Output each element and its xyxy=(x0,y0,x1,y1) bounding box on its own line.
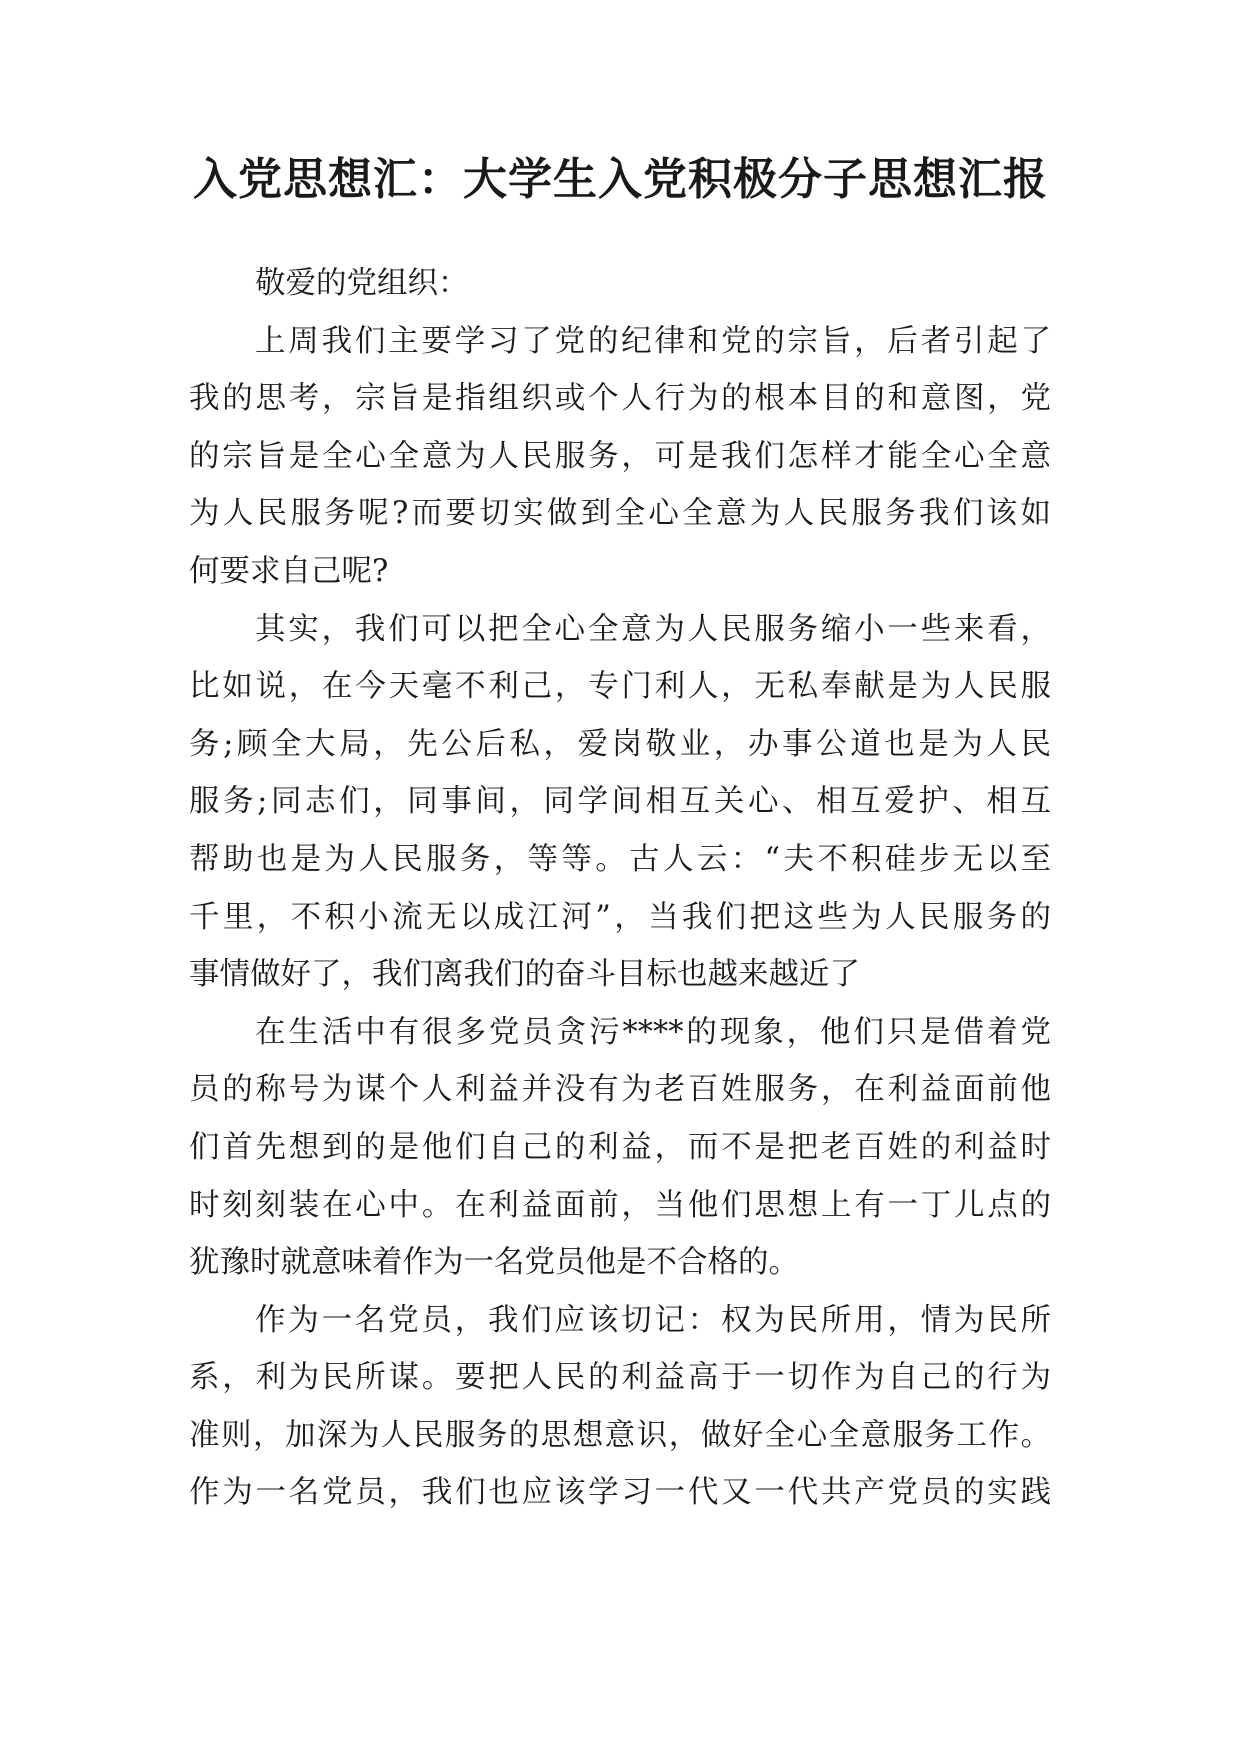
paragraph-1-line-4: 为人民服务呢?而要切实做到全心全意为人民服务我们该如 xyxy=(189,496,1051,532)
paragraph-3-line-5: 犹豫时就意味着作为一名党员他是不合格的。 xyxy=(189,1245,799,1281)
paragraph-2-line-7: 事情做好了，我们离我们的奋斗目标也越来越近了 xyxy=(189,957,860,993)
paragraph-3-line-4: 时刻刻装在心中。在利益面前，当他们思想上有一丁儿点的 xyxy=(189,1187,1051,1223)
paragraph-1-line-2: 我的思考，宗旨是指组织或个人行为的根本目的和意图，党 xyxy=(189,381,1051,417)
paragraph-1-line-5: 何要求自己呢? xyxy=(189,553,389,589)
paragraph-4-line-2: 系，利为民所谋。要把人民的利益高于一切作为自己的行为 xyxy=(189,1360,1051,1396)
salutation-line: 敬爱的党组织： xyxy=(255,266,469,301)
paragraph-4-line-1: 作为一名党员，我们应该切记：权为民所用，情为民所 xyxy=(255,1302,1051,1338)
paragraph-2-line-4: 服务;同志们，同事间，同学间相互关心、相互爱护、相互 xyxy=(189,784,1051,820)
paragraph-1-line-1: 上周我们主要学习了党的纪律和党的宗旨，后者引起了 xyxy=(255,323,1051,359)
paragraph-3-line-1: 在生活中有很多党员贪污****的现象，他们只是借着党 xyxy=(255,1014,1051,1050)
paragraph-2-line-6: 千里，不积小流无以成江河”，当我们把这些为人民服务的 xyxy=(189,899,1051,935)
paragraph-3-line-2: 员的称号为谋个人利益并没有为老百姓服务，在利益面前他 xyxy=(189,1072,1051,1108)
paragraph-2-line-3: 务;顾全大局，先公后私，爱岗敬业，办事公道也是为人民 xyxy=(189,726,1051,762)
document-body xyxy=(189,255,1051,1522)
paragraph-1-line-3: 的宗旨是全心全意为人民服务，可是我们怎样才能全心全意 xyxy=(189,438,1051,474)
paragraph-3-line-3: 们首先想到的是他们自己的利益，而不是把老百姓的利益时 xyxy=(189,1129,1051,1165)
paragraph-2-line-1: 其实，我们可以把全心全意为人民服务缩小一些来看， xyxy=(255,611,1051,647)
paragraph-2-line-2: 比如说，在今天毫不利己，专门利人，无私奉献是为人民服 xyxy=(189,669,1051,705)
paragraph-2-line-5: 帮助也是为人民服务，等等。古人云：“夫不积硅步无以至 xyxy=(189,841,1051,877)
paragraph-4-line-4: 作为一名党员，我们也应该学习一代又一代共产党员的实践 xyxy=(189,1475,1051,1511)
paragraph-4-line-3: 准则，加深为人民服务的思想意识，做好全心全意服务工作。 xyxy=(189,1417,1051,1453)
document-title: 入党思想汇：大学生入党积极分子思想汇报 xyxy=(193,154,1048,205)
